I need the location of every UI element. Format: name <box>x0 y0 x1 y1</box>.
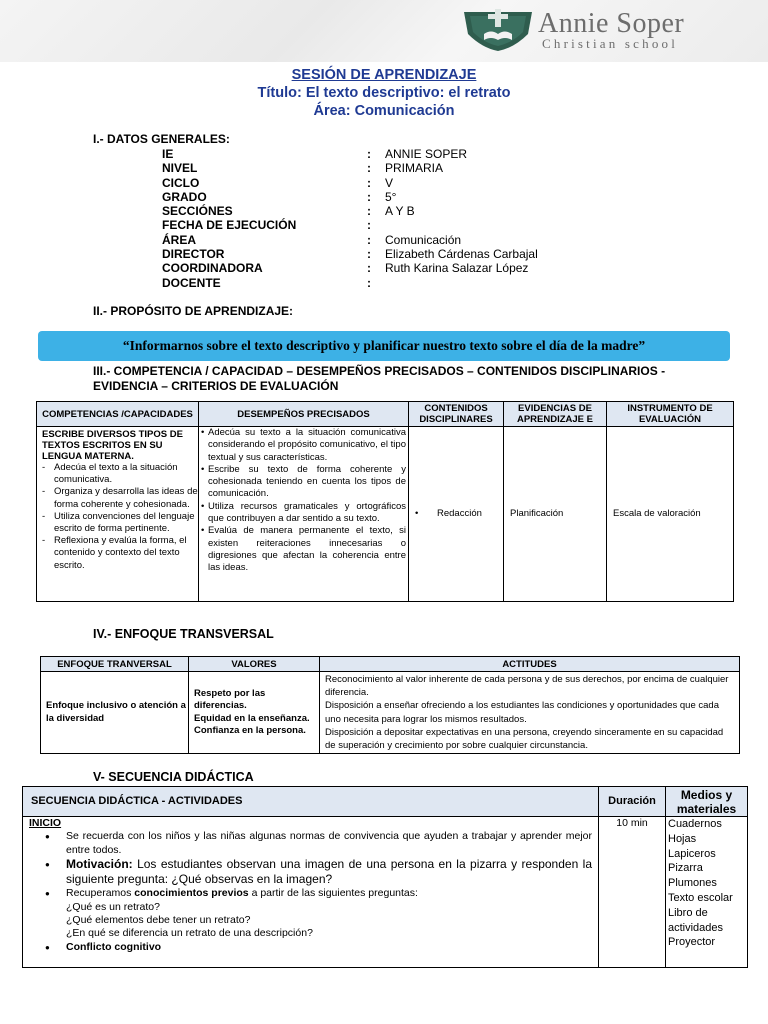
table-header: ACTITUDES <box>320 657 740 672</box>
actitud-item: Disposición a enseñar ofreciendo a los estudiantes las condiciones y oportunidades que cada uno necesita para lograr los mismos resultados. <box>325 700 719 725</box>
material-item: Lapiceros <box>668 847 716 860</box>
datos-key: ÁREA <box>162 232 197 247</box>
table-header: SECUENCIA DIDÁCTICA - ACTIVIDADES <box>23 787 599 817</box>
topic-title: Título: El texto descriptivo: el retrato <box>257 85 511 101</box>
datos-key: CICLO <box>162 175 200 190</box>
datos-value: Elizabeth Cárdenas Carbajal <box>385 247 538 262</box>
list-item: - Organiza y desarrolla las ideas de forma coherente y cohesionada. <box>42 486 198 510</box>
list-item <box>45 941 592 954</box>
session-title: SESIÓN DE APRENDIZAJE <box>291 67 477 83</box>
valores-cell <box>189 672 320 754</box>
list-item: - Adecúa el texto a la situación comunicativa. <box>42 462 198 486</box>
datos-value: V <box>385 175 394 190</box>
section-datos-heading: I.- DATOS GENERALES: <box>93 132 230 146</box>
actitudes-cell <box>320 672 740 754</box>
list-item <box>45 857 592 887</box>
previos-post: a partir de las siguientes preguntas: <box>248 887 418 900</box>
material-item: Proyector <box>668 936 716 949</box>
table-header: INSTRUMENTO DE EVALUACIÓN <box>607 402 734 427</box>
enfoque-table <box>40 656 740 754</box>
datos-value: A Y B <box>385 204 415 219</box>
datos-colon: : <box>367 189 371 204</box>
datos-row <box>162 218 538 232</box>
bullet-dot: • <box>415 507 419 519</box>
datos-value: Ruth Karina Salazar López <box>385 261 529 276</box>
instrumento-cell: Escala de valoración <box>607 427 734 602</box>
actividades-list <box>29 830 592 900</box>
valor-item: Equidad en la enseñanza. <box>194 712 310 724</box>
purpose-banner: “Informarnos sobre el texto descriptivo y planificar nuestro texto sobre el día de la madre” <box>38 331 730 361</box>
materiales-cell <box>666 817 748 968</box>
table-header: EVIDENCIAS DE APRENDIZAJE E <box>504 402 607 427</box>
datos-row <box>162 190 538 204</box>
datos-row <box>162 276 538 290</box>
datos-row <box>162 176 538 190</box>
datos-colon: : <box>367 218 371 233</box>
capacidades-list <box>37 462 198 572</box>
actividades-cell <box>23 817 599 968</box>
shield-book-icon <box>462 8 534 52</box>
datos-key: IE <box>162 147 174 161</box>
material-item: Cuadernos <box>668 818 722 830</box>
header-band <box>0 0 768 62</box>
competencia-title: ESCRIBE DIVERSOS TIPOS DE TEXTOS ESCRITOS EN SU LENGUA MATERNA. <box>42 429 183 462</box>
section-proposito-heading: II.- PROPÓSITO DE APRENDIZAJE: <box>93 304 294 318</box>
competencia-cell <box>37 427 199 602</box>
area-title: Área: Comunicación <box>313 103 455 119</box>
datos-value: ANNIE SOPER <box>385 147 468 161</box>
section-competencia-heading-2: EVIDENCIA – CRITERIOS DE EVALUACIÓN <box>93 379 339 393</box>
list-item <box>45 887 592 900</box>
material-item: Texto escolar <box>668 891 733 904</box>
previos-bold: conocimientos previos <box>134 887 249 900</box>
datos-colon: : <box>367 147 371 161</box>
desempenos-cell <box>199 427 409 602</box>
motivacion-text: Los estudiantes observan una imagen de una persona en la pizarra y responden la siguiente pregunta: ¿Qué observas en la imagen? <box>66 857 592 887</box>
competencias-table <box>36 401 734 602</box>
evidencias-cell: Planificación <box>504 427 607 602</box>
document-title-block <box>0 66 768 120</box>
datos-value: PRIMARIA <box>385 161 444 176</box>
table-header: COMPETENCIAS /CAPACIDADES <box>37 402 199 427</box>
datos-row <box>162 161 538 175</box>
previos-pre: Recuperamos <box>66 887 135 900</box>
question-item: ¿En qué se diferencia un retrato de una descripción? <box>66 927 313 940</box>
table-header: CONTENIDOS DISCIPLINARES <box>409 402 504 427</box>
list-item: ● Se recuerda con los niños y las niñas algunas normas de convivencia que ayuden a trabajar y aprender mejor entre todos. <box>45 830 592 857</box>
datos-colon: : <box>367 204 371 219</box>
list-item: • Escribe su texto de forma coherente y cohesionada teniendo en cuenta los tipos de comunicación. <box>201 464 406 501</box>
datos-row <box>162 147 538 161</box>
list-item: • Utiliza recursos gramaticales y ortográficos que contribuyen a dar sentido a su texto. <box>201 501 406 526</box>
secuencia-table <box>22 786 748 968</box>
datos-row <box>162 204 538 218</box>
material-item: Pizarra <box>668 862 703 875</box>
motivacion-label: Motivación: <box>66 857 133 872</box>
duracion-cell: 10 min <box>599 817 666 968</box>
section-enfoque-heading: IV.- ENFOQUE TRANSVERSAL <box>93 627 274 641</box>
datos-key: SECCIÓNES <box>162 204 233 219</box>
datos-row <box>162 233 538 247</box>
datos-key: DOCENTE <box>162 275 221 290</box>
datos-key: FECHA DE EJECUCIÓN <box>162 218 297 233</box>
datos-key: NIVEL <box>162 161 198 176</box>
datos-value: Comunicación <box>385 232 462 247</box>
datos-colon: : <box>367 232 371 247</box>
table-header: VALORES <box>189 657 320 672</box>
datos-colon: : <box>367 161 371 176</box>
list-item: - Utiliza convenciones del lenguaje escrito de forma pertinente. <box>42 511 198 535</box>
actividades-list-2 <box>29 941 592 954</box>
material-item: Plumones <box>668 877 717 890</box>
table-header: Medios y materiales <box>666 787 748 817</box>
datos-colon: : <box>367 175 371 190</box>
contenido-text: Redacción <box>437 507 482 519</box>
datos-colon: : <box>367 247 371 262</box>
datos-colon: : <box>367 261 371 276</box>
actitud-item: Reconocimiento al valor inherente de cada persona y de sus derechos, por encima de cualquier diferencia. <box>325 673 729 699</box>
logo-subtitle: Christian school <box>542 36 679 51</box>
table-header: ENFOQUE TRANVERSAL <box>41 657 189 672</box>
table-header: Duración <box>599 787 666 817</box>
datos-row <box>162 247 538 261</box>
list-item: • Evalúa de manera permanente el texto, si existen reiteraciones innecesarias o digresiones que afectan la coherencia entre las ideas. <box>201 525 406 574</box>
section-secuencia-heading: V- SECUENCIA DIDÁCTICA <box>93 770 254 784</box>
conflicto-label: Conflicto cognitivo <box>66 940 162 953</box>
datos-value: 5° <box>385 189 397 204</box>
actitud-item: Disposición a depositar expectativas en una persona, creyendo sinceramente en su capacidad de superación y crecimiento por sobre cualquier circunstancia. <box>325 726 724 751</box>
school-logo <box>462 6 762 60</box>
enfoque-cell: Enfoque inclusivo o atención a la diversidad <box>41 672 189 754</box>
list-item: - Reflexiona y evalúa la forma, el contenido y contexto del texto escrito. <box>42 535 198 572</box>
datos-key: GRADO <box>162 189 207 204</box>
logo-name: Annie Soper <box>538 8 685 39</box>
material-item: Hojas <box>668 832 697 845</box>
section-competencia-heading: III.- COMPETENCIA / CAPACIDAD – DESEMPEÑOS PRECISADOS – CONTENIDOS DISCIPLINARIOS - <box>93 364 666 378</box>
material-item: Libro de actividades <box>668 906 724 934</box>
valor-item: Confianza en la persona. <box>194 724 306 736</box>
question-item: ¿Qué es un retrato? <box>66 900 160 913</box>
table-header: DESEMPEÑOS PRECISADOS <box>199 402 409 427</box>
valor-item: Respeto por las diferencias. <box>194 688 266 712</box>
contenidos-cell <box>409 427 504 602</box>
datos-key: DIRECTOR <box>162 247 225 262</box>
datos-key: COORDINADORA <box>162 261 263 276</box>
datos-generales-list <box>162 147 538 290</box>
datos-colon: : <box>367 275 371 290</box>
list-item: • Adecúa su texto a la situación comunicativa considerando el propósito comunicativo, el tipo textual y sus características. <box>201 427 406 464</box>
desempenos-list <box>199 427 408 575</box>
datos-row <box>162 261 538 275</box>
inicio-label: INICIO <box>29 817 62 829</box>
question-item: ¿Qué elementos debe tener un retrato? <box>66 914 251 927</box>
